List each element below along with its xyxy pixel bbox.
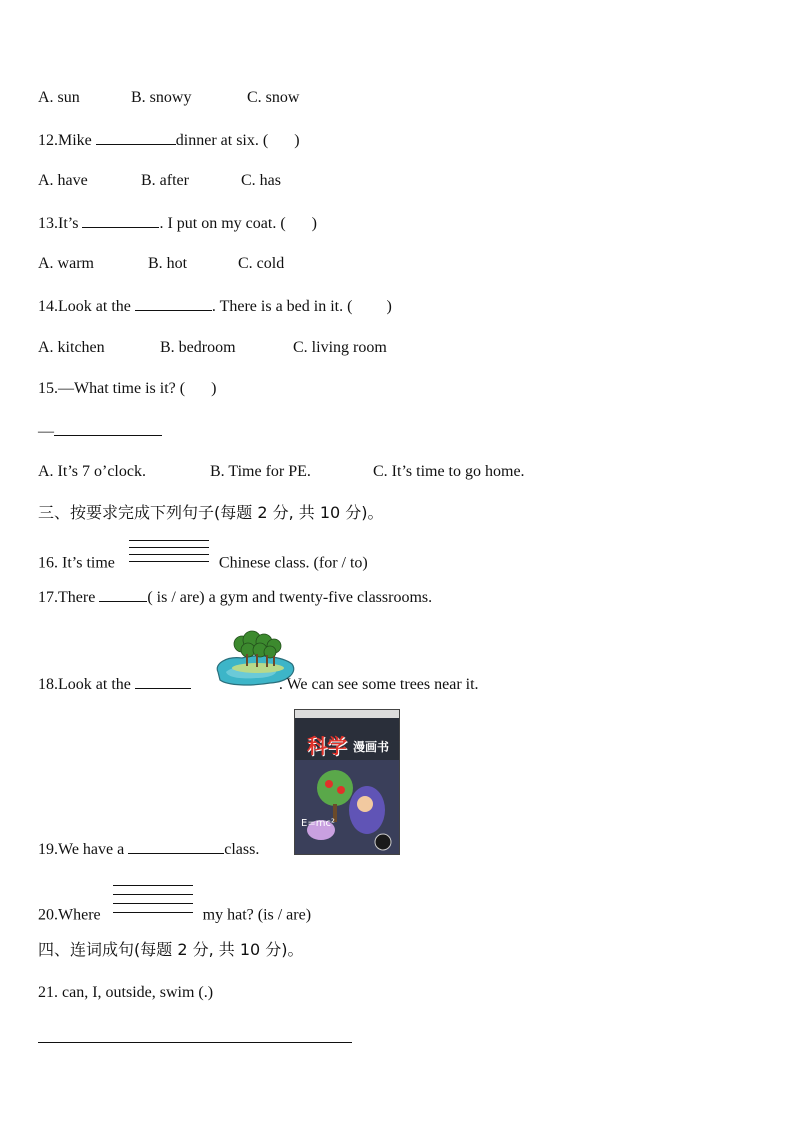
q13-option-a[interactable]: A. warm: [38, 255, 94, 272]
q12-options: [38, 171, 281, 191]
q20-question: [38, 899, 311, 933]
q16-text-after: Chinese class. (for / to): [218, 554, 368, 572]
q13-answer-blank[interactable]: [82, 213, 159, 228]
q18-answer-blank[interactable]: [135, 674, 191, 689]
book-title: 科学: [307, 734, 347, 758]
q13-close: ): [311, 215, 317, 232]
q15-option-a[interactable]: A. It’s 7 o’clock.: [38, 463, 146, 480]
q17-text-before: There: [58, 589, 96, 606]
section-3-heading: 三、按要求完成下列句子(每题 2 分, 共 10 分)。: [38, 503, 384, 522]
q12-text-after: dinner at six. (: [175, 132, 269, 149]
section-4-heading: 四、连词成句(每题 2 分, 共 10 分)。: [38, 940, 304, 959]
q17-number: 17.: [38, 589, 58, 606]
q12-close: ): [294, 132, 300, 149]
q13-text-after: . I put on my coat. (: [159, 215, 286, 232]
q15-dash: —: [38, 423, 54, 440]
q19-number: 19.: [38, 841, 58, 858]
q21-question: [38, 983, 213, 1003]
science-comic-book-image: [294, 709, 400, 855]
q14-option-c[interactable]: C. living room: [293, 339, 387, 356]
q19-answer-blank[interactable]: [128, 839, 224, 854]
q16-number: 16.: [38, 554, 62, 572]
q15-option-c[interactable]: C. It’s time to go home.: [373, 463, 525, 480]
q15-question: [38, 379, 216, 399]
q13-options: [38, 254, 284, 274]
q15-answer-blank[interactable]: [54, 421, 162, 436]
book-formula: E=mc²: [301, 818, 335, 829]
book-top-strip: [295, 710, 399, 718]
q12-number: 12.: [38, 132, 58, 149]
q16-text-before: It’s time: [62, 554, 115, 572]
q12-option-b[interactable]: B. after: [141, 172, 189, 189]
q19-question: [38, 839, 259, 860]
q18-text-before: Look at the: [58, 676, 131, 693]
q15-options: [38, 462, 525, 482]
q14-option-a[interactable]: A. kitchen: [38, 339, 105, 356]
q20-text-before: Where: [58, 906, 101, 924]
q18-text-after: . We can see some trees near it.: [278, 676, 479, 693]
q12-option-a[interactable]: A. have: [38, 172, 88, 189]
q11-option-c[interactable]: C. snow: [247, 89, 300, 106]
q12-answer-blank[interactable]: [96, 130, 176, 145]
q11-options: [38, 88, 299, 108]
q14-options: [38, 338, 387, 358]
book-title-area: [303, 724, 391, 764]
q14-number: 14.: [38, 298, 58, 315]
q21-answer-line[interactable]: [38, 1042, 352, 1043]
q13-number: 13.: [38, 215, 58, 232]
q13-text-before: It’s: [58, 215, 79, 232]
q17-question: [38, 587, 432, 608]
q19-text-before: We have a: [58, 841, 125, 858]
q15-answer-line: [38, 421, 162, 442]
q11-option-b[interactable]: B. snowy: [131, 89, 192, 106]
q15-option-b[interactable]: B. Time for PE.: [210, 463, 311, 480]
q14-close: ): [386, 298, 392, 315]
q17-text-after: ( is / are) a gym and twenty-five classrooms.: [147, 589, 433, 606]
q19-text-after: class.: [224, 841, 260, 858]
q13-option-c[interactable]: C. cold: [238, 255, 285, 272]
q12-option-c[interactable]: C. has: [241, 172, 281, 189]
q21-number: 21.: [38, 984, 58, 1001]
book-illustration: [295, 760, 399, 854]
q17-answer-blank[interactable]: [99, 587, 147, 602]
q13-option-b[interactable]: B. hot: [148, 255, 188, 272]
q16-writing-lines[interactable]: [129, 538, 211, 566]
q14-question: [38, 296, 392, 317]
q14-answer-blank[interactable]: [135, 296, 212, 311]
q18-number: 18.: [38, 676, 58, 693]
q14-text-after: . There is a bed in it. (: [211, 298, 353, 315]
q16-question: [38, 550, 368, 578]
q12-question: [38, 130, 300, 151]
book-subtitle: 漫画书: [353, 740, 390, 754]
q13-question: [38, 213, 317, 234]
q14-text-before: Look at the: [58, 298, 131, 315]
q14-option-b[interactable]: B. bedroom: [160, 339, 236, 356]
q20-text-after: my hat? (is / are): [202, 906, 312, 924]
q15-text: —What time is it? (: [58, 380, 186, 397]
q18-question: [38, 674, 479, 695]
q21-text: can, I, outside, swim (.): [58, 984, 214, 1001]
q15-number: 15.: [38, 380, 58, 397]
q15-close: ): [211, 380, 217, 397]
q11-option-a[interactable]: A. sun: [38, 89, 80, 106]
q20-number: 20.: [38, 906, 58, 924]
q12-text-before: Mike: [58, 132, 92, 149]
q20-writing-lines[interactable]: [113, 883, 195, 917]
